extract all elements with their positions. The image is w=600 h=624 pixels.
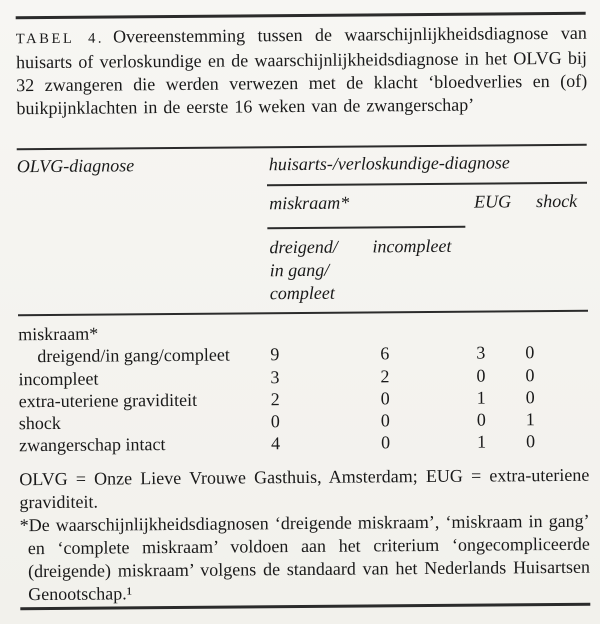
cell-value: 0	[476, 409, 486, 430]
footnote-abbreviations: OLVG = Onze Lieve Vrouwe Gasthuis, Amsterdam; EUG = extra-uteriene graviditeit.	[19, 464, 590, 513]
cell-value: 0	[380, 432, 391, 453]
column-group-rule	[267, 182, 587, 187]
cell-value: 0	[380, 410, 390, 431]
table-body	[18, 319, 589, 457]
cell-value: 9	[270, 344, 280, 365]
cell-value: 0	[525, 364, 535, 385]
cell-value: 1	[476, 432, 487, 453]
table-caption	[16, 22, 588, 147]
cell-value: 2	[380, 365, 390, 386]
cell-value	[476, 319, 525, 342]
row-label: extra-uteriene graviditeit	[18, 389, 198, 412]
cell-value: 3	[476, 342, 486, 363]
column-group-header: huisarts-/verloskundige-diagnose	[268, 152, 510, 175]
column-subheader-dreigend-in-gang-compleet: dreigend/ in gang/ compleet	[269, 236, 338, 304]
footnotes	[19, 464, 590, 606]
table-caption-text: Overeenstemming tussen de waarschijnlijkheidsdiagnose van huisarts of verloskundige en de waarschijnlijkheidsdiagnose in het OLVG bij 32 zwangeren die werden verwezen met de klacht ‘bloedverlies en (of) buikpijnklachten in de eerste 16 weken van de zwangerschap’	[15, 22, 588, 119]
cell-value: 2	[270, 389, 280, 410]
row-label: shock	[18, 413, 61, 434]
row-label: miskraam*	[18, 323, 99, 345]
row-header-olvg-diagnose: OLVG-diagnose	[16, 155, 135, 177]
row-label: zwangerschap intact	[18, 434, 166, 456]
cell-value: 1	[525, 409, 535, 430]
column-header-eug: EUG	[474, 191, 512, 212]
miskraam-subgroup-rule	[267, 226, 465, 230]
cell-value: 0	[525, 387, 535, 408]
cell-value	[525, 319, 588, 342]
column-subheader-incompleet: incompleet	[372, 235, 452, 257]
cell-value: 4	[270, 433, 281, 454]
cell-value	[380, 320, 476, 343]
cell-value: 0	[525, 342, 535, 363]
column-header-shock: shock	[536, 190, 578, 212]
column-header-miskraam: miskraam*	[269, 192, 350, 214]
table-row-zwangerschap-intact	[19, 430, 589, 457]
cell-value: 0	[525, 431, 536, 452]
row-label: dreigend/in gang/compleet	[37, 344, 230, 367]
table-caption-label: TABEL 4.	[15, 30, 105, 48]
cell-value: 1	[476, 387, 486, 408]
cell-value: 0	[380, 388, 390, 409]
top-rule	[16, 12, 586, 19]
footnote-asterisk: *De waarschijnlijkheidsdiagnosen ‘dreigende miskraam’, ‘miskraam in gang’ en ‘complete miskraam’ voldoen aan het criterium ‘ongecompliceerde (dreigende) miskraam’ volgens de standaard van het Nederlands Huisartsen Genootschap.¹	[19, 510, 591, 605]
row-label: incompleet	[18, 368, 99, 389]
cell-value: 3	[270, 366, 280, 387]
cell-value: 6	[380, 343, 390, 364]
header-bottom-rule	[18, 310, 588, 316]
cell-value	[270, 320, 380, 343]
cell-value: 0	[270, 411, 280, 432]
cell-value: 0	[476, 365, 486, 386]
